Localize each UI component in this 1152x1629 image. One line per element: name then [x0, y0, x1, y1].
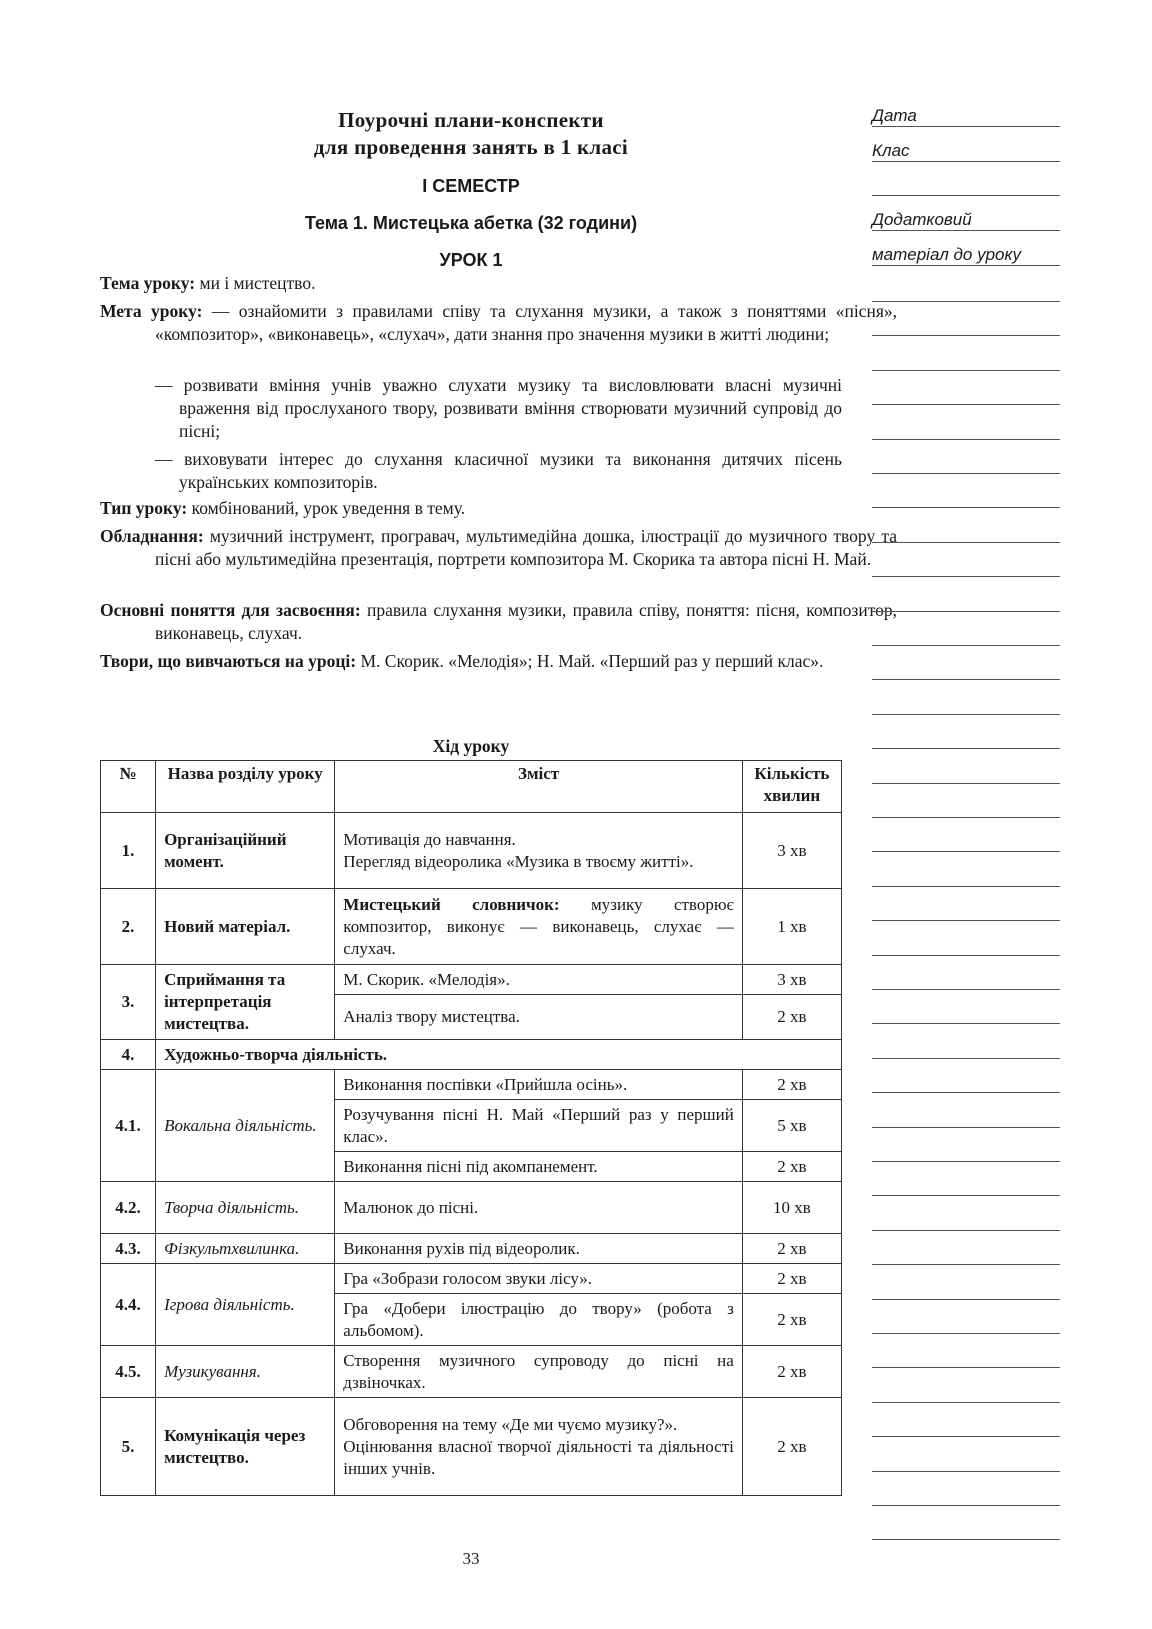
sidebar-extra-label-1: Додатковий [872, 210, 1060, 231]
table-row [101, 965, 842, 995]
lesson-goal-item-2: — розвивати вміння учнів уважно слухати музику та висловлювати власні музичні враження від прослуханого твору, розвивати вміння створювати музичний супровід до пісні; [155, 375, 842, 441]
row-content: Створення музичного супроводу до пісні на дзвіночках. [335, 1346, 743, 1398]
row-content: Розучування пісні Н. Май «Перший раз у перший клас». [335, 1100, 743, 1152]
sidebar-line [872, 611, 1060, 612]
sidebar-line [872, 542, 1060, 543]
lesson-concepts-label: Основні поняття для засвоєння: [100, 600, 361, 620]
sidebar-line [872, 576, 1060, 577]
row-num: 1. [101, 813, 156, 889]
lesson-heading: УРОК 1 [439, 250, 503, 270]
table-row [101, 813, 842, 889]
row-num: 4.4. [101, 1264, 156, 1346]
header-section: Назва розділу уроку [156, 761, 335, 813]
row-content [335, 889, 743, 965]
sidebar-line [872, 748, 1060, 749]
table-row [101, 1040, 842, 1070]
sidebar-line [872, 645, 1060, 646]
row-time: 2 хв [742, 1234, 841, 1264]
table-row [101, 1264, 842, 1294]
sidebar-line [872, 1127, 1060, 1128]
sidebar-line [872, 335, 1060, 336]
sidebar-line [872, 1092, 1060, 1093]
row-section: Сприймання та інтерпретація мистецтва. [156, 965, 335, 1040]
lesson-concepts [100, 599, 897, 645]
row-content: Виконання пісні під акомпанемент. [335, 1152, 743, 1182]
row-time: 1 хв [742, 889, 841, 965]
lesson-concepts-text: правила слухання музики, правила співу, поняття: пісня, композитор, виконавець, слухач. [155, 600, 898, 643]
sidebar-line [872, 1195, 1060, 1196]
row-time: 3 хв [742, 965, 841, 995]
row-section: Вокальна діяльність. [156, 1070, 335, 1182]
table-row [101, 1234, 842, 1264]
row-section: Фізкультхвилинка. [156, 1234, 335, 1264]
sidebar-line [872, 439, 1060, 440]
sidebar-line [872, 817, 1060, 818]
row-time: 2 хв [742, 1294, 841, 1346]
row-content: Аналіз твору мистецтва. [335, 995, 743, 1040]
table-row [101, 1182, 842, 1234]
lesson-goal-item-1: — ознайомити з правилами співу та слухання музики, а також з поняттями «пісня», «композитор», «виконавець», «слухач», дати знання про значення музики в житті людини; [155, 301, 897, 344]
lesson-goal-item-3: — виховувати інтерес до слухання класичної музики та виконання дитячих пісень українських композиторів. [155, 449, 842, 492]
sidebar-line [872, 404, 1060, 405]
sidebar-line [872, 851, 1060, 852]
row-section: Організаційний момент. [156, 813, 335, 889]
lesson-works-label: Твори, що вивчаються на уроці: [100, 651, 357, 671]
table-row [101, 889, 842, 965]
row-section: Комунікація через мистецтво. [156, 1398, 335, 1496]
row-num: 4.1. [101, 1070, 156, 1182]
row-num: 3. [101, 965, 156, 1040]
lesson-type [100, 497, 842, 520]
row-content: Гра «Добери ілюстрацію до твору» (робота з альбомом). [335, 1294, 743, 1346]
sidebar-line [872, 989, 1060, 990]
sidebar-line [872, 1058, 1060, 1059]
lesson-topic-text: ми і мистецтво. [195, 273, 316, 293]
lesson-works-text: М. Скорик. «Мелодія»; Н. Май. «Перший раз у перший клас». [356, 651, 824, 671]
row-time: 2 хв [742, 1264, 841, 1294]
sidebar-line [872, 886, 1060, 887]
row-num: 4. [101, 1040, 156, 1070]
sidebar-line [872, 714, 1060, 715]
table-row [101, 1346, 842, 1398]
sidebar-line [872, 1471, 1060, 1472]
row-content-text: музику створює композитор, виконує — виконавець, слухає — слухач. [343, 894, 734, 958]
row-section: Ігрова діяльність. [156, 1264, 335, 1346]
sidebar-line [872, 1436, 1060, 1437]
row-content: Виконання рухів під відеоролик. [335, 1234, 743, 1264]
sidebar-line [872, 1230, 1060, 1231]
row-content-bold: Мистецький словничок: [343, 894, 560, 914]
lesson-equipment-label: Обладнання: [100, 526, 204, 546]
sidebar-extra-label-2: матеріал до уроку [872, 245, 1060, 266]
sidebar-line [872, 1505, 1060, 1506]
row-section: Музикування. [156, 1346, 335, 1398]
semester-heading: І СЕМЕСТР [422, 176, 520, 196]
sidebar-line [872, 955, 1060, 956]
lesson-type-label: Тип уроку: [100, 498, 188, 518]
sidebar-line [872, 1023, 1060, 1024]
lesson-type-text: комбінований, урок уведення в тему. [187, 498, 466, 518]
row-time: 2 хв [742, 1346, 841, 1398]
row-content: М. Скорик. «Мелодія». [335, 965, 743, 995]
header-num: № [101, 761, 156, 813]
lesson-plan-table [100, 760, 842, 1496]
row-content: Виконання поспівки «Прийшла осінь». [335, 1070, 743, 1100]
row-num: 4.5. [101, 1346, 156, 1398]
sidebar-line [872, 301, 1060, 302]
row-num: 2. [101, 889, 156, 965]
row-time: 2 хв [742, 1152, 841, 1182]
sidebar-line [872, 920, 1060, 921]
sidebar-line [872, 1161, 1060, 1162]
sidebar-line [872, 1402, 1060, 1403]
table-row [101, 1398, 842, 1496]
sidebar-line [872, 1299, 1060, 1300]
row-content: Малюнок до пісні. [335, 1182, 743, 1234]
lesson-goal [100, 300, 897, 346]
sidebar-line [872, 1539, 1060, 1540]
row-time: 2 хв [742, 1398, 841, 1496]
topic-heading: Тема 1. Мистецька абетка (32 години) [304, 213, 638, 233]
row-time: 3 хв [742, 813, 841, 889]
sidebar-line [872, 507, 1060, 508]
row-content: Мотивація до навчання. Перегляд відеоролика «Музика в твоєму житті». [335, 813, 743, 889]
page-title-line1: Поурочні плани-конспекти [338, 108, 604, 132]
page-title-line2: для проведення занять в 1 класі [313, 135, 629, 159]
lesson-works [100, 650, 897, 673]
row-section: Новий матеріал. [156, 889, 335, 965]
table-row [101, 1070, 842, 1100]
row-time: 5 хв [742, 1100, 841, 1152]
sidebar-line [872, 473, 1060, 474]
sidebar-line [872, 783, 1060, 784]
table-caption: Хід уроку [432, 736, 510, 756]
row-num: 4.3. [101, 1234, 156, 1264]
table-header-row [101, 761, 842, 813]
row-num: 5. [101, 1398, 156, 1496]
lesson-topic-label: Тема уроку: [100, 273, 196, 293]
lesson-equipment-text: музичний інструмент, програвач, мультимедійна дошка, ілюстрації до музичного твору та пісні або мультимедійна презентація, портрети композитора М. Скорика та автора пісні Н. Май. [155, 526, 897, 569]
header-time: Кількість хвилин [742, 761, 841, 813]
lesson-equipment [100, 525, 897, 571]
lesson-topic [100, 272, 842, 295]
row-content: Обговорення на тему «Де ми чуємо музику?». Оцінювання власної творчої діяльності та діяльності інших учнів. [335, 1398, 743, 1496]
sidebar-line [872, 370, 1060, 371]
sidebar-class-label: Клас [872, 141, 1060, 162]
header-content: Зміст [335, 761, 743, 813]
row-num: 4.2. [101, 1182, 156, 1234]
sidebar-line [872, 1264, 1060, 1265]
row-time: 10 хв [742, 1182, 841, 1234]
lesson-goal-label: Мета уроку: [100, 301, 203, 321]
sidebar-line [872, 1333, 1060, 1334]
row-content: Гра «Зобрази голосом звуки лісу». [335, 1264, 743, 1294]
row-time: 2 хв [742, 995, 841, 1040]
sidebar-line [872, 1367, 1060, 1368]
sidebar-date-label: Дата [872, 106, 1060, 127]
sidebar-line [872, 679, 1060, 680]
row-section: Художньо-творча діяльність. [156, 1040, 842, 1070]
row-section: Творча діяльність. [156, 1182, 335, 1234]
row-time: 2 хв [742, 1070, 841, 1100]
page-number: 33 [462, 1549, 480, 1568]
sidebar-line [872, 195, 1060, 196]
